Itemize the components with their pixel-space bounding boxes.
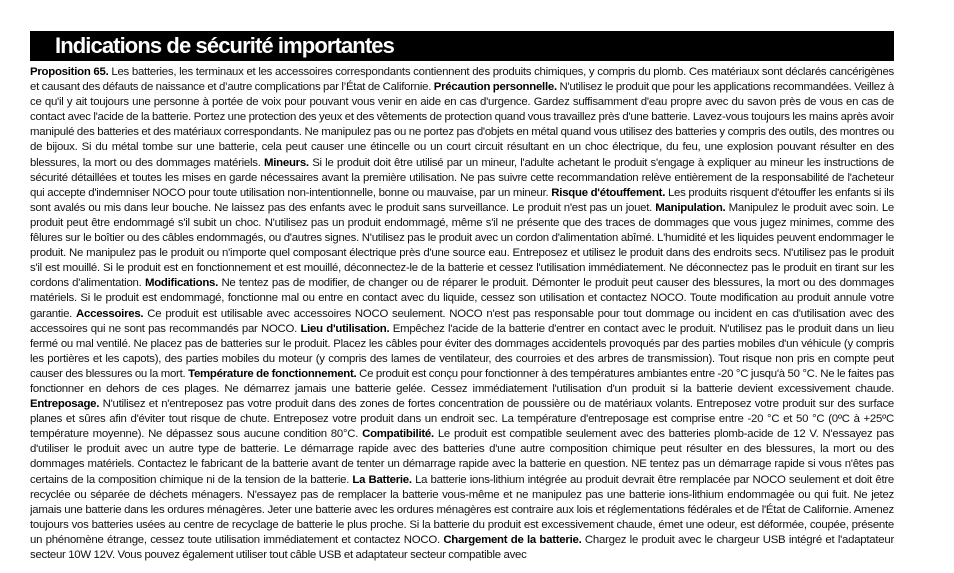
section-text: Ne tentez pas de modifier, de changer ou de réparer le produit. Démonter le produit peut causer des blessures, la mort ou des dommages matériels. Si le produit est endommagé, fonctionne mal ou entre en contact avec du liquide, cessez son utilisation et contactez NOCO. Toute modification au produit annule votre garantie. bbox=[30, 277, 894, 320]
page-title: Indications de sécurité importantes bbox=[55, 33, 394, 58]
title-bar bbox=[30, 31, 894, 61]
section-heading: Modifications. bbox=[144, 277, 219, 290]
section-heading: Mineurs. bbox=[264, 156, 309, 169]
section-heading: Compatibilité. bbox=[362, 428, 434, 441]
section-text: N'utilisez le produit que pour les applications recommandées. Veillez à ce qu'il y ait toujours une personne à portée de voix pour pouvant vous venir en aide en cas d'urgence. Gardez suffisamment d'eau propre avec du savon près de vous en cas de contact avec l'acide de la batterie. Portez une protection des yeux et des vêtements de protection quand vous travaillez près d'une batterie. Lavez-vous toujours les mains après avoir manipulé des batteries et des matériaux correspondants. Ne manipulez pas ou ne portez pas d'objets en métal quand vous utilisez des batteries y compris des outils, des montres ou de bijoux. Si du métal tombe sur une batterie, cela peut causer une étincelle ou un court circuit résultant en un choc électrique, du feu, une explosion pouvant résulter en des blessures, la mort ou des dommages matériels. bbox=[30, 81, 894, 169]
section-text: N'utilisez et n'entreposez pas votre produit dans des zones de fortes concentration de poussière ou de matériaux volants. Entreposez votre produit sur des surface planes et sûres afin d'éviter tout risque de chute. Entreposez votre produit dans un endroit sec. La température d'entreposage est comprise entre -20 °C et 50 °C (0ºC à +25ºC température moyenne). Ne dépassez sous aucune condition 80°C. bbox=[30, 398, 894, 441]
document-page bbox=[30, 31, 894, 563]
section-heading: Risque d'étouffement. bbox=[551, 186, 666, 199]
section-heading: Proposition 65. bbox=[30, 66, 109, 78]
section-text: Les produits risquent d'étouffer les enfants si ils sont avalés ou mis dans leur bouche. Ne laissez pas des enfants avec le produit sans surveillance. Le produit n'est pas un jouet. bbox=[30, 186, 894, 214]
section-heading: Entreposage. bbox=[30, 398, 100, 411]
section-heading: Manipulation. bbox=[655, 201, 726, 214]
section-text: Empêchez l'acide de la batterie d'entrer en contact avec le produit. N'utilisez pas le produit dans un lieu fermé ou mal ventilé. Ne placez pas de batteries sur le produit. Placez les câbles pour éviter des dommages accidentels provoqués par des parties mobiles d'un véhicule (y compris les portières et les capots), des parties mobiles du moteur (y compris des lames de ventilateur, des courroies et des arbres de transmission). Tout risque non pris en compte peut causer des blessures ou la mort. bbox=[30, 322, 894, 380]
safety-text bbox=[30, 65, 894, 563]
section-text: Le produit est compatible seulement avec des batteries plomb-acide de 12 V. N'essayez pas d'utiliser le produit avec un autre type de batterie. Le démarrage rapide avec des batteries d'une autre composition chimique peut résulter en des blessures, la mort ou des dommages matériels. Contactez le fabricant de la batterie avant de tenter un démarrage rapide avec la batterie en question. NE tentez pas un démarrage rapide si vous n'êtes pas certains de la composition chimique ni de la tension de la batterie. bbox=[30, 428, 894, 486]
section-text: La batterie ions-lithium intégrée au produit devrait être remplacée par NOCO seulement et doit être recyclée ou séparée de déchets ménagers. N'essayez pas de remplacer la batterie vous-même et ne manipulez pas une batterie ions-lithium endommagée ou qui fuit. Ne jetez jamais une batterie dans les ordures ménagères. Jeter une batterie avec les ordures ménagères est contraire aux lois et réglementations fédérales et de l'État de Californie. Amenez toujours vos batteries usées au centre de recyclage de batterie le plus proche. Si la batterie du produit est excessivement chaude, émet une odeur, est déformée, coupée, présente un phénomène étrange, cessez toute utilisation immédiatement et contactez NOCO. bbox=[30, 473, 894, 546]
section-text: Manipulez le produit avec soin. Le produit peut être endommagé s'il subit un choc. N'utilisez pas un produit endommagé, même s'il ne présente que des traces de dommages que vous jugez minimes, comme des fêlures sur le boîtier ou des câbles endommagés, ou d'autres signes. N'utilisez pas le produit avec un cordon d'alimentation abîmé. L'humidité et les liquides peuvent endommager le produit. Ne manipulez pas le produit ou n'importe quel composant électrique près d'une source eau. Entreposez et utilisez le produit dans des endroits secs. N'utilisez pas le produit s'il est mouillé. Si le produit est en fonctionnement et est mouillé, déconnectez-le de la batterie et cessez l'utilisation immédiatement. Ne déconnectez pas le produit en tirant sur les cordons d'alimentation. bbox=[30, 201, 894, 290]
section-text: Chargez le produit avec le chargeur USB intégré et l'adaptateur secteur 10W 12V. Vous pouvez également utiliser tout câble USB et adaptateur secteur compatible avec bbox=[30, 533, 894, 561]
section-text: Les batteries, les terminaux et les accessoires correspondants contiennent des produits chimiques, y compris du plomb. Ces matériaux sont déclarés cancérigènes et causant des défauts de naissance et d’autre complications par l’État de Californie. bbox=[30, 66, 894, 94]
section-heading: Chargement de la batterie. bbox=[443, 533, 582, 546]
section-text: Ce produit est conçu pour fonctionner à des températures ambiantes entre -20 °C jusqu'à 50 °C. Ne le faites pas fonctionner en dehors de ces plages. Ne démarrez jamais une batterie gelée. Cessez immédiatement l'utilisation d'un produit si la batterie devient excessivement chaude. bbox=[30, 367, 894, 395]
section-heading: Lieu d'utilisation. bbox=[300, 322, 390, 335]
section-heading: Accessoires. bbox=[76, 307, 144, 320]
section-heading: Précaution personnelle. bbox=[433, 81, 557, 94]
section-heading: Température de fonctionnement. bbox=[188, 367, 357, 380]
section-heading: La Batterie. bbox=[352, 473, 412, 486]
section-text: Ce produit est utilisable avec accessoires NOCO seulement. NOCO n'est pas responsable pour tout dommage ou incident en cas d'utilisation avec des accessoires qui ne sont pas recommandés par NOCO. bbox=[30, 307, 894, 335]
section-text: Si le produit doit être utilisé par un mineur, l'adulte achetant le produit s'engage à expliquer au mineur les instructions de sécurité détaillées et toutes les mises en garde nécessaires avant la première utilisation. Ne pas suivre cette recommandation relève entièrement de la responsabilité de l'acheteur qui accepte d'indemniser NOCO pour toute utilisation non-intentionnelle, bonne ou mauvaise, par un mineur. bbox=[30, 156, 894, 199]
